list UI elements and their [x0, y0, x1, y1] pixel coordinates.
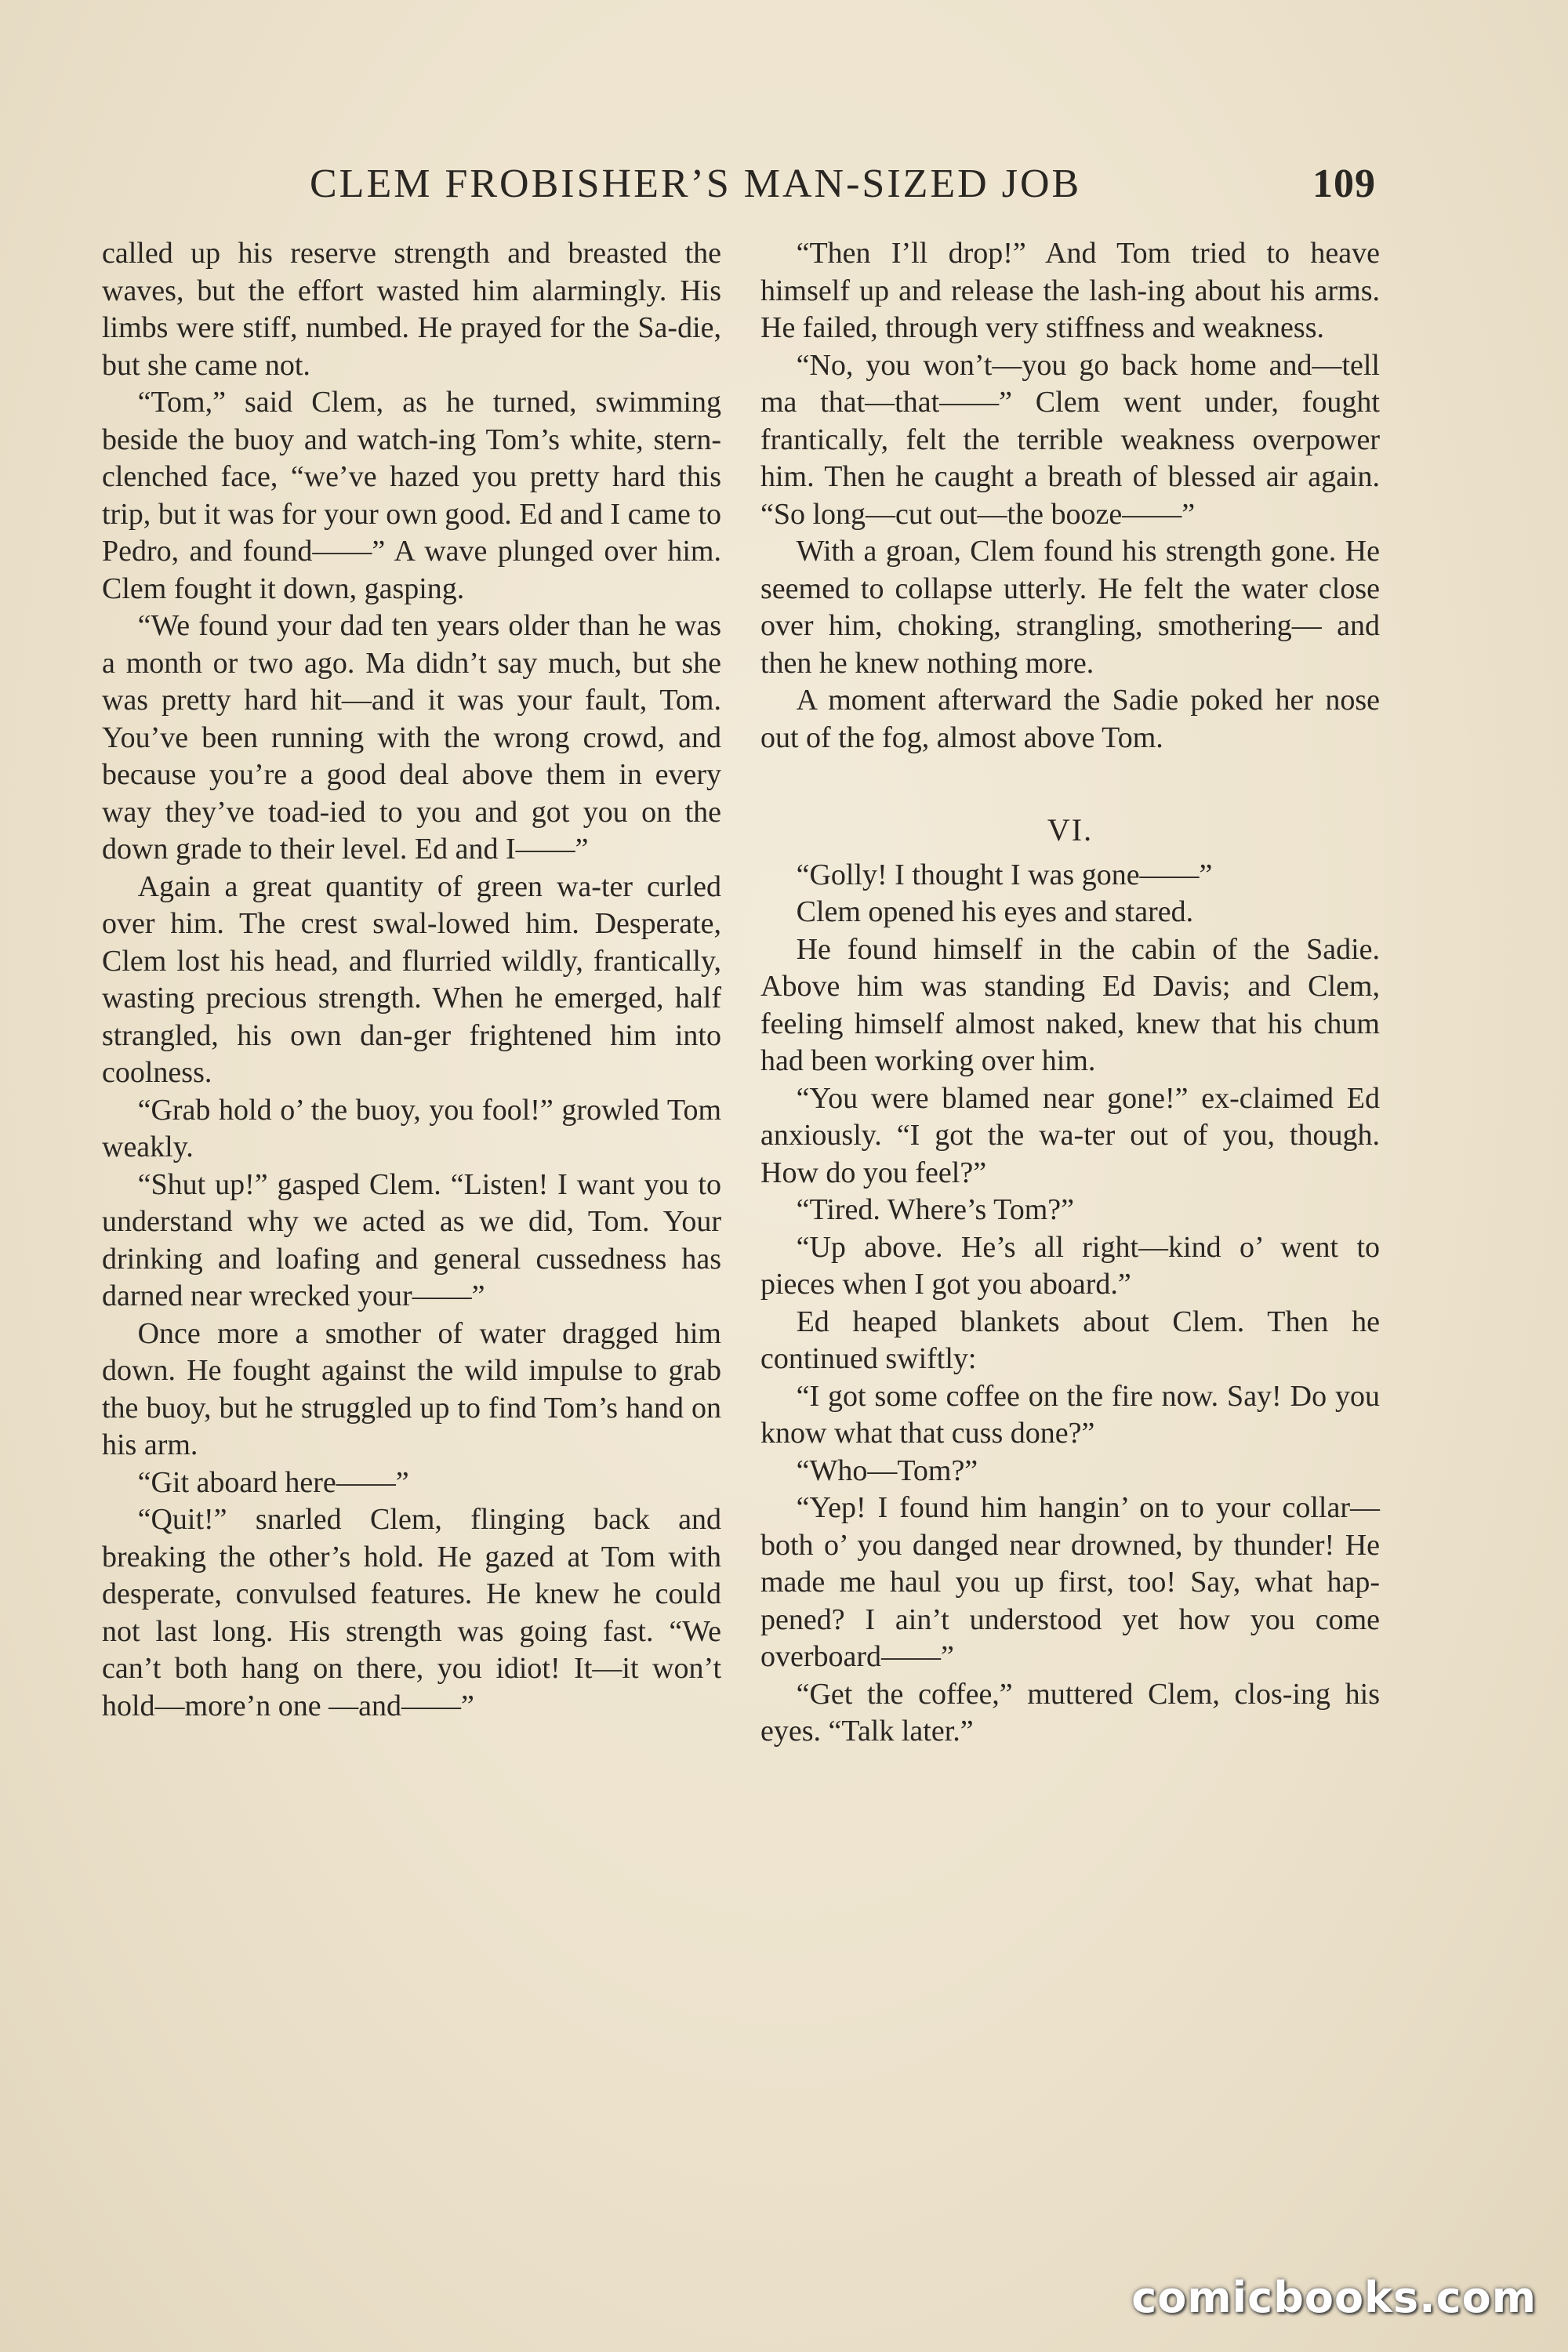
paragraph: Clem opened his eyes and stared.: [796, 895, 1194, 928]
paragraph: “Shut up!” gasped Clem. “Listen! I want you to understand why we acted as we did, Tom. Your drinking and loafing and general cussedness has darned near wrecked your——”: [102, 1167, 721, 1312]
paragraph: “No, you won’t—you go back home and—tell ma that—that——” Clem went under, fought frantically, felt the terrible weakness overpower him. Then he caught a breath of blessed air again. “So long—cut out—the booze——”: [760, 348, 1380, 531]
paragraph: “Tom,” said Clem, as he turned, swimming beside the buoy and watch-ing Tom’s white, stern-clenched face, “we’ve hazed you pretty hard this trip, but it was for your own good. Ed and I came to Pedro, and found——” A wave plunged over him. Clem fought it down, gasping.: [102, 386, 721, 605]
paragraph: “Quit!” snarled Clem, flinging back and breaking the other’s hold. He gazed at Tom with desperate, convulsed features. He knew he could not last long. His strength was going fast. “We can’t both hang on there, you idiot! It—it won’t hold—more’n one —and——”: [102, 1503, 721, 1722]
paragraph: “Tired. Where’s Tom?”: [796, 1193, 1074, 1226]
paragraph: A moment afterward the Sadie poked her nose out of the fog, almost above Tom.: [760, 684, 1380, 754]
paragraph: “I got some coffee on the fire now. Say! Do you know what that cuss done?”: [760, 1379, 1380, 1450]
site-watermark: comicbooks.com: [1131, 2273, 1537, 2322]
paragraph: “Golly! I thought I was gone——”: [796, 858, 1213, 891]
page-number: 109: [1312, 162, 1376, 206]
paragraph: “Who—Tom?”: [796, 1454, 978, 1487]
running-head: [310, 157, 1376, 212]
left-column: [102, 235, 721, 1725]
paragraph: He found himself in the cabin of the Sadie. Above him was standing Ed Davis; and Clem, feeling himself almost naked, knew that his chum had been working over him.: [760, 932, 1380, 1077]
story-title: CLEM FROBISHER’S MAN-SIZED JOB: [310, 162, 1082, 206]
paragraph: “Grab hold o’ the buoy, you fool!” growled Tom weakly.: [102, 1093, 721, 1163]
paragraph: “We found your dad ten years older than he was a month or two ago. Ma didn’t say much, but she was pretty hard hit—and it was your fault, Tom. You’ve been running with the wrong crowd, and because you’re a good deal above them in every way they’ve toad-ied to you and got you on the down grade to their level. Ed and I——”: [102, 609, 721, 866]
paragraph: Again a great quantity of green wa-ter curled over him. The crest swal-lowed him. Desperate, Clem lost his head, and flurried wildly, frantically, wasting precious strength. When he emerged, half strangled, his own dan-ger frightened him into coolness.: [102, 869, 721, 1089]
paragraph: Once more a smother of water dragged him down. He fought against the wild impulse to grab the buoy, but he struggled up to find Tom’s hand on his arm.: [102, 1316, 721, 1461]
paragraph: “Then I’ll drop!” And Tom tried to heave himself up and release the lash-ing about his arms. He failed, through very stiffness and weakness.: [760, 237, 1380, 344]
paragraph: “Yep! I found him hangin’ on to your collar—both o’ you danged near drowned, by thunder! He made me haul you up first, too! Say, what hap-pened? I ain’t understood yet how you come overboard——”: [760, 1491, 1380, 1673]
paragraph: With a groan, Clem found his strength gone. He seemed to collapse utterly. He felt the water close over him, choking, strangling, smothering— and then he knew nothing more.: [760, 535, 1380, 680]
right-column: [760, 235, 1380, 1751]
paragraph: called up his reserve strength and breasted the waves, but the effort wasted him alarmingly. His limbs were stiff, numbed. He prayed for the Sa-die, but she came not.: [102, 237, 721, 382]
paragraph: “You were blamed near gone!” ex-claimed Ed anxiously. “I got the wa-ter out of you, though. How do you feel?”: [760, 1081, 1380, 1189]
paragraph: Ed heaped blankets about Clem. Then he continued swiftly:: [760, 1305, 1380, 1375]
paragraph: “Get the coffee,” muttered Clem, clos-ing his eyes. “Talk later.”: [760, 1677, 1380, 1748]
section-heading: VI.: [1047, 812, 1094, 848]
paragraph: “Git aboard here——”: [137, 1465, 409, 1499]
paragraph: “Up above. He’s all right—kind o’ went to pieces when I got you aboard.”: [760, 1230, 1380, 1301]
